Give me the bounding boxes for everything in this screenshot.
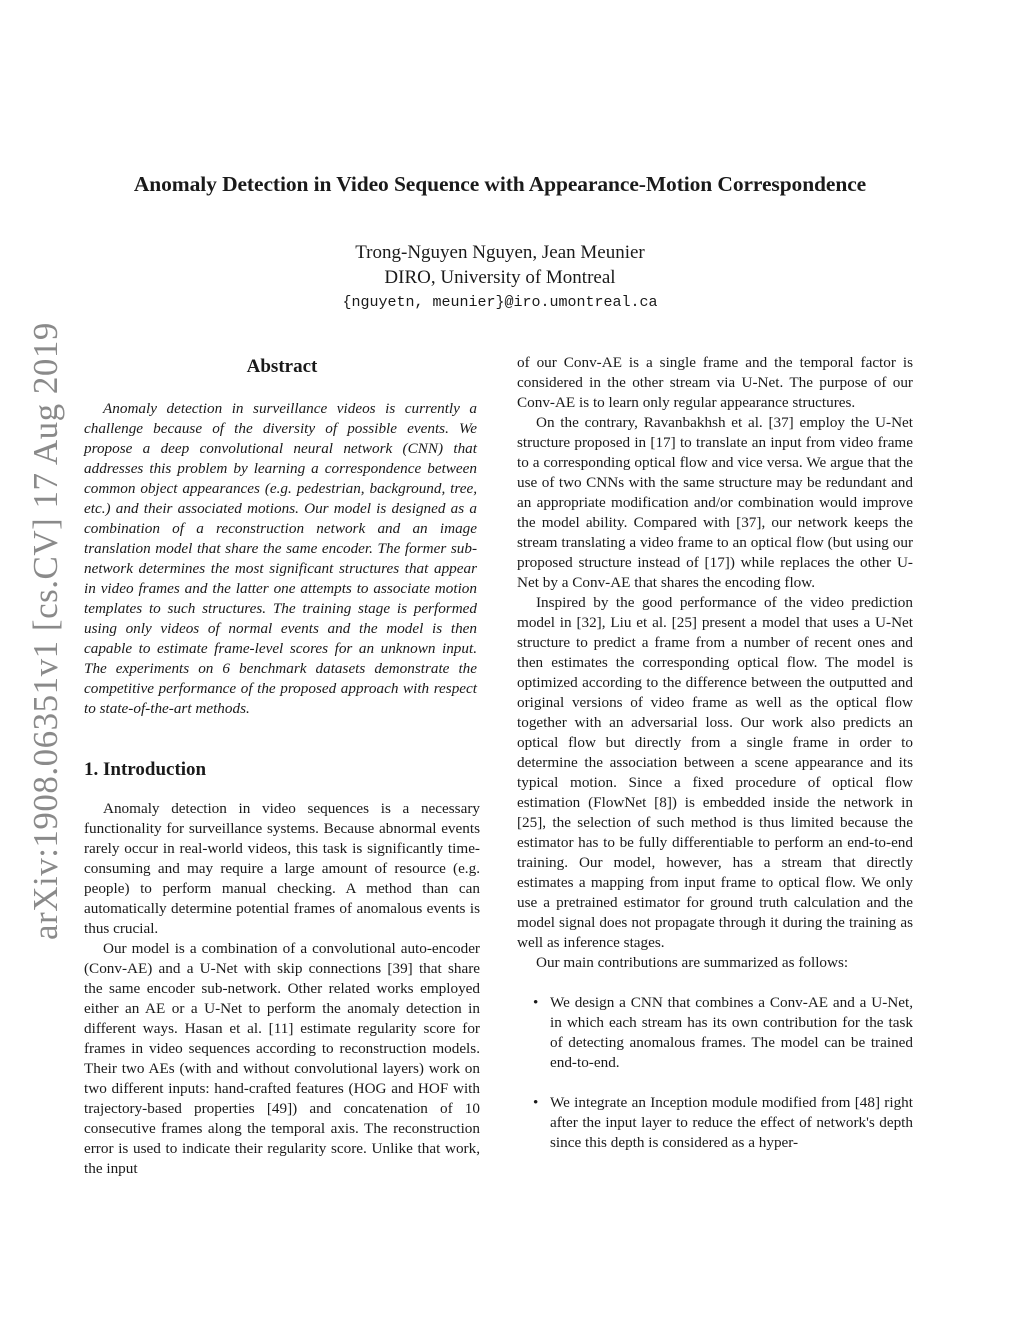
author-block: [0, 240, 1000, 316]
intro-paragraph-3: On the contrary, Ravanbakhsh et al. [37] employ the U-Net structure proposed in [17] to translate an input from video frame to a corresponding optical flow and vice versa. We argue that the use of two CNNs with the same structure may be redundant and an appropriate modification and/or combination would improve the model ability. Compared with [37], our network keeps the stream translating a video frame to an optical flow (but using our proposed structure instead of [17]) while replaces the other U-Net by a Conv-AE that shares the encoding flow.: [517, 414, 913, 591]
bullet-icon: •: [533, 1094, 539, 1111]
intro-paragraph-2-continued: of our Conv-AE is a single frame and the temporal factor is considered in the other stream via U-Net. The purpose of our Conv-AE is to learn only regular appearance structures.: [517, 354, 913, 411]
affiliation: DIRO, University of Montreal: [384, 267, 616, 288]
bullet-icon: •: [533, 994, 539, 1011]
intro-paragraph-5: Our main contributions are summarized as follows:: [536, 954, 849, 971]
section-heading-introduction: 1. Introduction: [84, 759, 207, 780]
list-item: [517, 1093, 913, 1153]
paper-title: Anomaly Detection in Video Sequence with Appearance-Motion Correspondence: [133, 172, 867, 196]
abstract-text: Anomaly detection in surveillance videos is currently a challenge because of the diversity of possible events. We propose a deep convolutional neural network (CNN) that addresses this problem by learning a correspondence between common object appearances (e.g. pedestrian, background, tree, etc.) and their associated motions. Our model is designed as a combination of a reconstruction network and an image translation model that share the same encoder. The former sub-network determines the most significant structures that appear in video frames and the latter one attempts to associate motion templates to such structures. The training stage is performed using only videos of normal events and the model is then capable to estimate frame-level scores for an unknown input. The experiments on 6 benchmark datasets demonstrate the competitive performance of the proposed approach with respect to state-of-the-art methods.: [84, 400, 477, 717]
list-item: [517, 993, 913, 1073]
contribution-text: We integrate an Inception module modified from [48] right after the input layer to reduce the effect of network's depth since this depth is considered as a hyper-: [550, 1094, 913, 1151]
right-column: [517, 353, 913, 1173]
author-names: Trong-Nguyen Nguyen, Jean Meunier: [355, 242, 645, 263]
intro-paragraph-1: Anomaly detection in video sequences is a necessary functionality for surveillance systems. Because abnormal events rarely occur in real-world videos, this task is significantly time-consuming and may require a large amount of resource (e.g. people) to perform manual checking. A method than can automatically determine potential frames of anomalous events is thus crucial.: [84, 800, 480, 937]
intro-paragraph-4: Inspired by the good performance of the video prediction model in [32], Liu et al. [25] present a model that uses a U-Net structure to predict a frame from a number of recent ones and then estimates the corresponding optical flow. The model is optimized according to the difference between the outputted and original versions of video frame as well as the optical flow together with an adversarial loss. Our work also predicts an optical flow but directly from a single frame in order to determine the association between a scene appearance and its typical motion. Since a fixed procedure of optical flow estimation (FlowNet [8]) is embedded inside the network in [25], the selection of such method is thus limited because the estimator has to be fully differentiable to perform an end-to-end training. Our model, however, has a stream that directly estimates a mapping from input frame to optical flow. We only use a pretrained estimator for ground truth calculation and the model signal does not propagate through it during the training as well as inference stages.: [517, 594, 913, 951]
intro-paragraph-2: Our model is a combination of a convolutional auto-encoder (Conv-AE) and a U-Net with skip connections [39] that share the same encoder sub-network. Other related works employed either an AE or a U-Net to perform the anomaly detection in different ways. Hasan et al. [11] estimate regularity score for frames in video sequences according to reconstruction models. Their two AEs (with and without convolutional layers) work on two different inputs: hand-crafted features (HOG and HOF with trajectory-based properties [49]) and concatenation of 10 consecutive frames along the temporal axis. The reconstruction error is used to indicate their regularity score. Unlike that work, the input: [84, 940, 480, 1177]
contribution-text: We design a CNN that combines a Conv-AE and a U-Net, in which each stream has its own contribution for the task of detecting anomalous frames. The model can be trained end-to-end.: [550, 994, 913, 1071]
contributions-list: [517, 993, 913, 1153]
arxiv-identifier: arXiv:1908.06351v1 [cs.CV] 17 Aug 2019: [26, 322, 65, 940]
abstract-heading: Abstract: [246, 356, 318, 377]
left-column: [84, 353, 480, 1179]
author-email: {nguyetn, meunier}@iro.umontreal.ca: [342, 294, 658, 311]
